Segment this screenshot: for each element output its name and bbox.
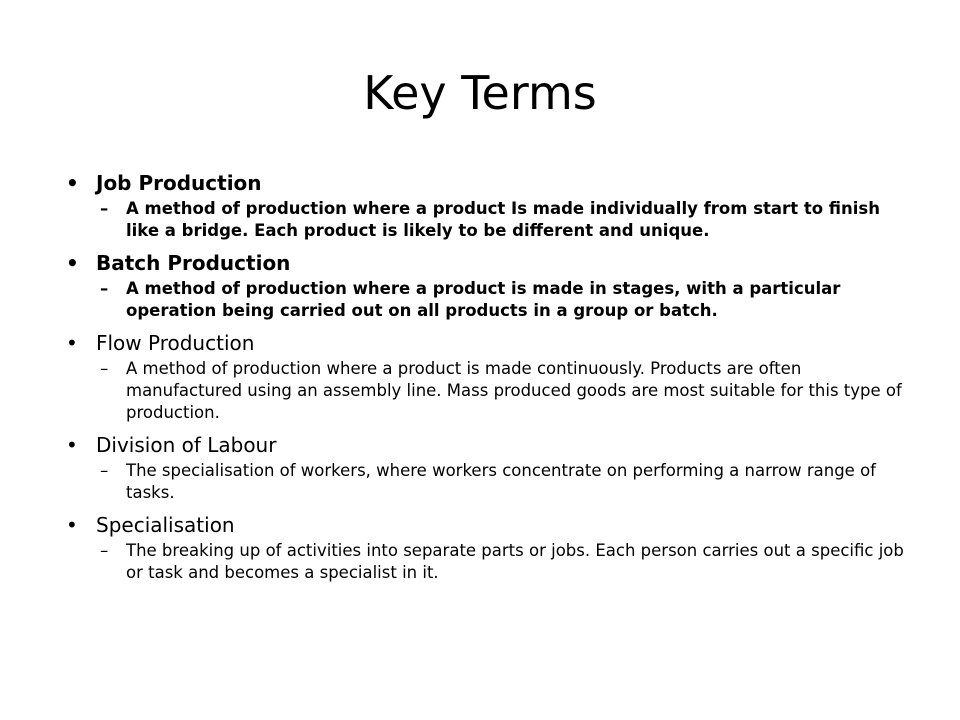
bullet-icon: •: [66, 433, 78, 457]
bullet-icon: •: [66, 331, 78, 355]
term-division-of-labour: [66, 430, 912, 460]
definition-flow-production: [72, 358, 912, 424]
definition-division-of-labour: [72, 460, 912, 504]
term-batch-production: [66, 248, 912, 278]
definition-job-production: [72, 198, 912, 242]
dash-icon: –: [100, 541, 109, 560]
definition-batch-production: [72, 278, 912, 322]
definition-specialisation: [72, 540, 912, 584]
bullet-icon: •: [66, 251, 79, 275]
term-label: Flow Production: [96, 331, 255, 355]
definition-text: A method of production where a product is made continuously. Products are often manufactured using an assembly line. Mass produced goods are most suitable for this type of production.: [126, 359, 902, 422]
term-job-production: [66, 168, 912, 198]
term-flow-production: [66, 328, 912, 358]
dash-icon: –: [100, 359, 109, 378]
definition-text: The breaking up of activities into separate parts or jobs. Each person carries out a specific job or task and becomes a specialist in it.: [126, 541, 904, 582]
term-list: [66, 168, 912, 590]
definition-text: The specialisation of workers, where workers concentrate on performing a narrow range of tasks.: [126, 461, 876, 502]
definition-text: A method of production where a product Is made individually from start to finish like a bridge. Each product is likely to be different and unique.: [126, 199, 880, 240]
bullet-icon: •: [66, 513, 78, 537]
dash-icon: –: [100, 199, 109, 218]
term-label: Job Production: [96, 171, 262, 195]
term-label: Specialisation: [96, 513, 235, 537]
term-specialisation: [66, 510, 912, 540]
bullet-icon: •: [66, 171, 79, 195]
dash-icon: –: [100, 279, 109, 298]
dash-icon: –: [100, 461, 109, 480]
term-label: Batch Production: [96, 251, 291, 275]
term-label: Division of Labour: [96, 433, 277, 457]
definition-text: A method of production where a product is made in stages, with a particular operation being carried out on all products in a group or batch.: [126, 279, 841, 320]
slide-title: Key Terms: [363, 66, 597, 120]
